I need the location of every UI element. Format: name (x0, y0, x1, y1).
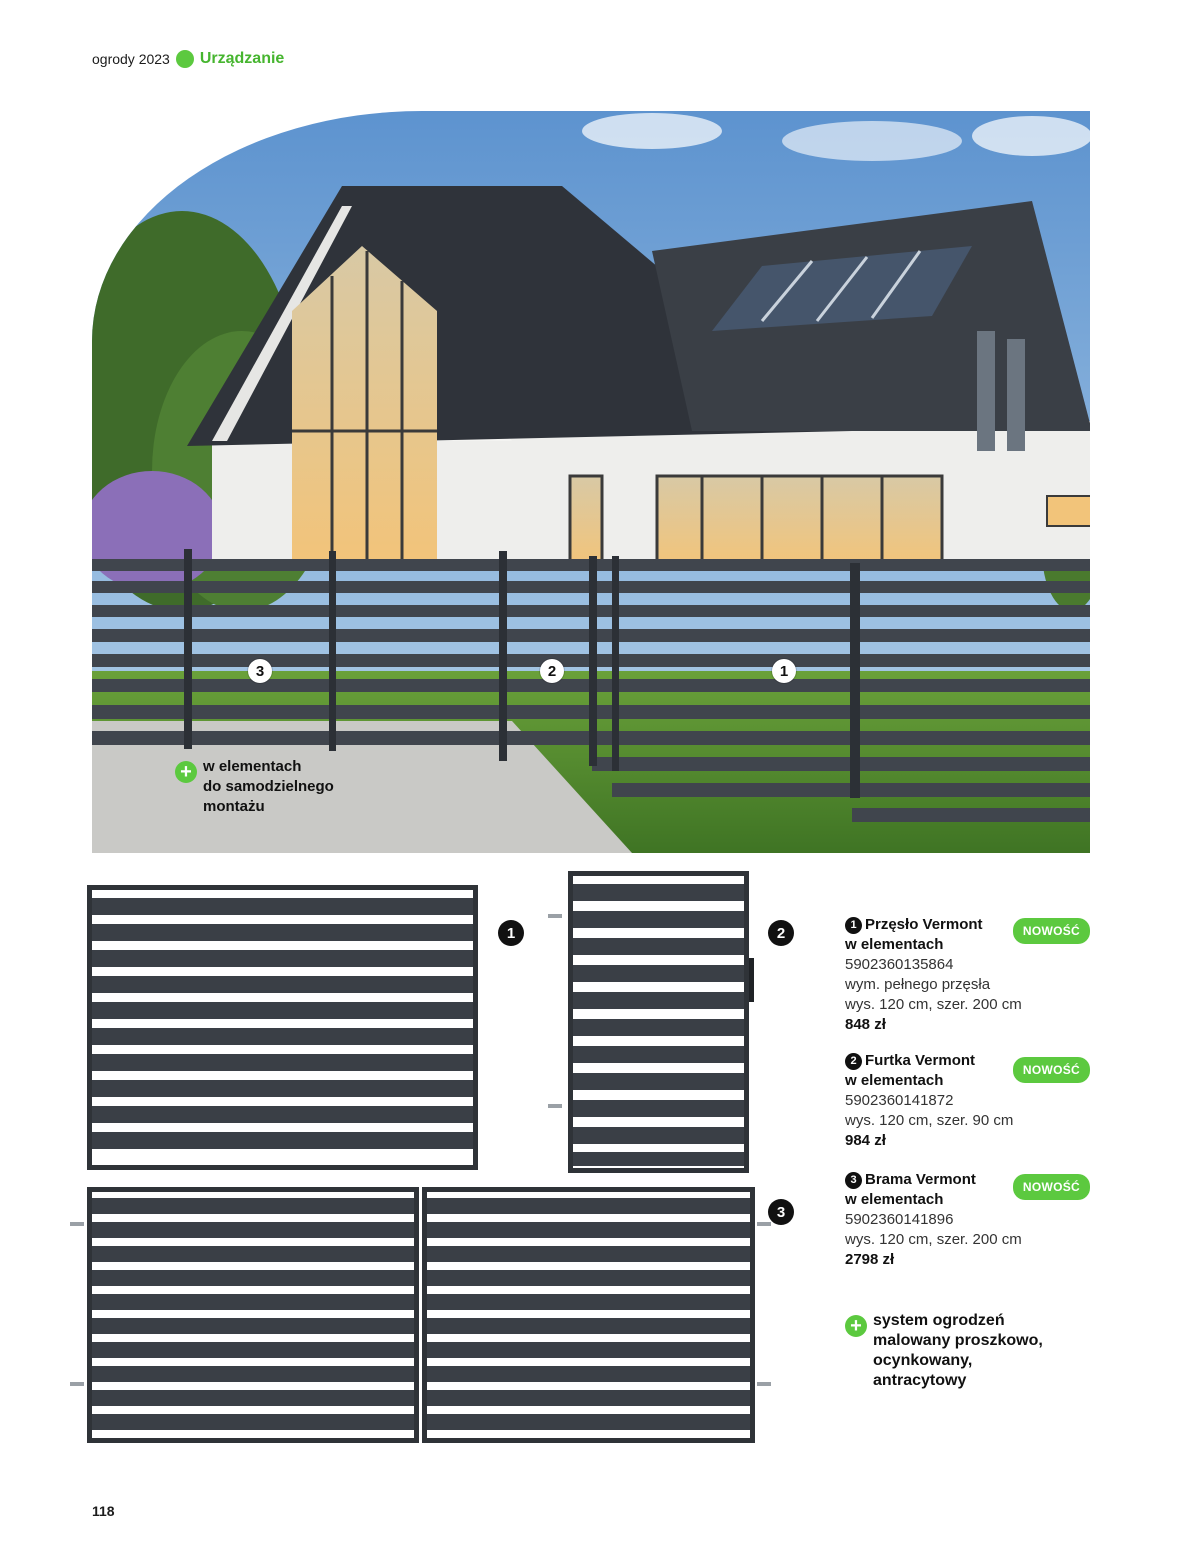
hero-note-text: w elementach do samodzielnego montażu (203, 758, 334, 815)
product-price: 2798 zł (845, 1251, 895, 1268)
green-dot-icon (176, 50, 194, 68)
product-ean: 5902360141896 (845, 1211, 954, 1228)
hero-marker-3: 3 (248, 659, 272, 683)
gate-right-leaf-diagram (422, 1187, 755, 1443)
product-number: 3 (845, 1172, 862, 1189)
product-price: 984 zł (845, 1132, 886, 1149)
product-gate (845, 1170, 1090, 1270)
product-span (845, 915, 1090, 1035)
product-ean: 5902360135864 (845, 956, 954, 973)
product-ean: 5902360141872 (845, 1092, 954, 1109)
product-name: 2 Furtka Vermont (845, 1051, 1005, 1071)
latch-icon (749, 958, 754, 1002)
product-name: 3 Brama Vermont (845, 1170, 1005, 1190)
plus-icon: + (845, 1315, 867, 1337)
product-dimensions: wys. 120 cm, szer. 200 cm (845, 996, 1022, 1013)
product-dimensions: wys. 120 cm, szer. 200 cm (845, 1231, 1022, 1248)
product-number: 1 (845, 917, 862, 934)
product-price: 848 zł (845, 1016, 886, 1033)
product-number: 2 (845, 1053, 862, 1070)
new-badge: NOWOŚĆ (1013, 1174, 1090, 1200)
hinge-icon (70, 1222, 84, 1226)
catalog-title: ogrody 2023 (92, 51, 170, 67)
page-number: 118 (92, 1503, 115, 1519)
section-title: Urządzanie (199, 50, 285, 67)
hinge-icon (548, 1104, 562, 1108)
product-spec: wym. pełnego przęsła (845, 976, 991, 993)
gate-left-leaf-diagram (87, 1187, 419, 1443)
product-name-line2: w elementach (845, 936, 944, 953)
product-dimensions: wys. 120 cm, szer. 90 cm (845, 1112, 1014, 1129)
hinge-icon (757, 1222, 771, 1226)
hinge-icon (757, 1382, 771, 1386)
hero-assembly-note (175, 757, 363, 817)
hinge-icon (70, 1382, 84, 1386)
product-name-line2: w elementach (845, 1072, 944, 1089)
hero-marker-1: 1 (772, 659, 796, 683)
product-name: 1 Przęsło Vermont (845, 915, 1005, 935)
feature-text: system ogrodzeń malowany proszkowo, ocynkowany, antracytowy (873, 1312, 1043, 1389)
fence-span-diagram (87, 885, 478, 1170)
hinge-icon (548, 914, 562, 918)
wicket-diagram (568, 871, 749, 1173)
hero-image (92, 111, 1090, 853)
product-wicket (845, 1051, 1090, 1151)
feature-note (845, 1311, 1073, 1391)
new-badge: NOWOŚĆ (1013, 918, 1090, 944)
page-header (92, 50, 284, 68)
new-badge: NOWOŚĆ (1013, 1057, 1090, 1083)
diagram-label-1: 1 (498, 920, 524, 946)
house-illustration (92, 111, 1090, 853)
diagram-label-3: 3 (768, 1199, 794, 1225)
hero-marker-2: 2 (540, 659, 564, 683)
product-name-line2: w elementach (845, 1191, 944, 1208)
diagram-label-2: 2 (768, 920, 794, 946)
plus-icon: + (175, 761, 197, 783)
